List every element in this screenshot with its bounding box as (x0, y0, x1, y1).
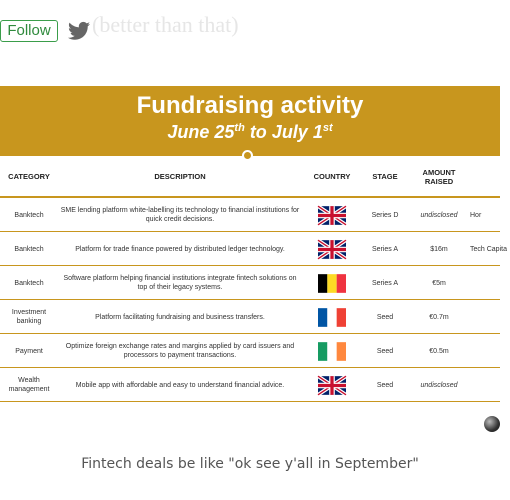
faded-background-text: (better than that) (92, 12, 239, 37)
header-stage: STAGE (372, 172, 398, 181)
cell-description: Mobile app with affordable and easy to understand financial advice. (75, 381, 285, 389)
cell-amount: $16m (430, 245, 448, 253)
cell-investor (470, 266, 510, 300)
cell-description: SME lending platform white-labelling its technology to financial institutions for quick credit decisions. (60, 207, 300, 223)
cell-investor: Tech Capita (470, 245, 507, 253)
header-country: COUNTRY (313, 172, 351, 181)
cell-category: Payment (15, 347, 43, 355)
follow-button[interactable]: Follow (0, 20, 58, 42)
tweet-caption: Fintech deals be like "ok see y'all in September" (81, 456, 419, 472)
cell-stage: Series D (371, 211, 399, 219)
cell-category: Banktech (14, 279, 44, 287)
cell-category: Investment banking (11, 309, 47, 325)
cell-amount: €5m (432, 279, 446, 287)
ireland-flag-icon (318, 342, 346, 361)
cell-category: Wealth management (8, 377, 50, 393)
cell-investor (470, 300, 510, 334)
uk-flag-icon (318, 376, 346, 395)
france-flag-icon (318, 308, 346, 327)
cell-description: Software platform helping financial institutions integrate fintech solutions on top of their legacy systems. (63, 275, 297, 291)
table-row (0, 368, 500, 402)
cell-country (310, 232, 354, 266)
cell-stage: Seed (376, 313, 394, 321)
cell-country (310, 266, 354, 300)
fundraising-table (0, 160, 507, 402)
cell-country (310, 334, 354, 368)
banner-title: Fundraising activity (136, 92, 364, 119)
cell-country (310, 300, 354, 334)
fundraising-banner (0, 86, 500, 156)
cell-stage: Series A (371, 245, 399, 253)
cell-category: Banktech (14, 245, 44, 253)
cell-stage: Seed (376, 347, 394, 355)
cell-description: Platform facilitating fundraising and business transfers. (95, 313, 265, 321)
table-row (0, 232, 507, 266)
table-row (0, 198, 500, 232)
header-category: CATEGORY (8, 172, 50, 181)
cell-country (310, 368, 354, 402)
cell-investor (470, 334, 510, 368)
table-header-row (0, 160, 500, 198)
header-amount: AMOUNT RAISED (422, 168, 456, 186)
header-description: DESCRIPTION (154, 172, 206, 181)
uk-flag-icon (318, 206, 346, 225)
cell-investor: Hor (470, 211, 482, 219)
cell-category: Banktech (14, 211, 44, 219)
table-row (0, 266, 500, 300)
belgium-flag-icon (318, 274, 346, 293)
twitter-bird-icon[interactable] (68, 21, 90, 41)
banner-date-range: June 25th to July 1st (167, 122, 333, 142)
cell-amount: €0.7m (429, 313, 449, 321)
orb-icon (484, 416, 500, 432)
tweet-header (0, 0, 500, 62)
cell-stage: Seed (376, 381, 394, 389)
cell-amount: €0.5m (429, 347, 449, 355)
table-row (0, 334, 500, 368)
cell-amount: undisclosed (420, 211, 458, 219)
cell-amount: undisclosed (420, 381, 458, 389)
cell-description: Optimize foreign exchange rates and margins applied by card issuers and processors to payment transactions. (65, 343, 295, 359)
table-row (0, 300, 500, 334)
uk-flag-icon (318, 240, 346, 259)
cell-country (310, 198, 354, 232)
cell-investor (470, 368, 510, 402)
cell-stage: Series A (371, 279, 399, 287)
cell-description: Platform for trade finance powered by distributed ledger technology. (75, 245, 285, 253)
